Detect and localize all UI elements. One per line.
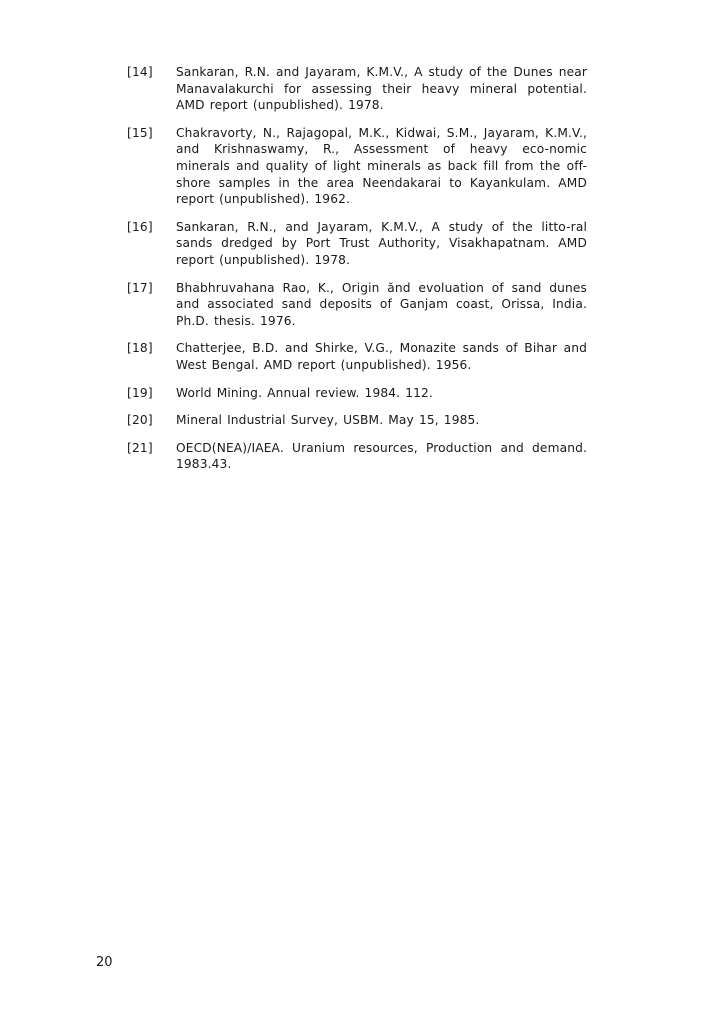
reference-item-17 [127, 280, 587, 330]
reference-text: Bhabhruvahana Rao, K., Origin ănd evoluation of sand dunes and associated sand deposits of Ganjam coast, Orissa, India. Ph.D. thesis. 1976. [176, 280, 587, 328]
reference-number: [15] [127, 125, 153, 140]
reference-item-15 [127, 125, 587, 208]
reference-item-19 [127, 385, 587, 402]
reference-text: Mineral Industrial Survey, USBM. May 15, 1985. [176, 413, 480, 428]
reference-number: [14] [127, 65, 153, 79]
reference-list [127, 64, 587, 484]
reference-number: [18] [127, 341, 153, 356]
reference-number: [16] [127, 219, 153, 234]
reference-item-20 [127, 412, 587, 429]
reference-number: [19] [127, 385, 153, 400]
reference-number: [17] [127, 280, 153, 295]
reference-text: World Mining. Annual review. 1984. 112. [176, 385, 433, 400]
reference-item-16 [127, 219, 587, 269]
reference-number: [21] [127, 440, 153, 455]
reference-text: Chatterjee, B.D. and Shirke, V.G., Monazite sands of Bihar and West Bengal. AMD report (unpublished). 1956. [176, 341, 587, 372]
page-number: 20 [96, 955, 113, 970]
reference-text: Sankaran, R.N. and Jayaram, K.M.V., A study of the Dunes near Manavalakurchi for assessing their heavy mineral potential. AMD report (unpublished). 1978. [176, 65, 587, 113]
reference-item-21 [127, 440, 587, 473]
reference-item-14 [127, 64, 587, 114]
reference-text: Sankaran, R.N., and Jayaram, K.M.V., A study of the litto-ral sands dredged by Port Trust Authority, Visakhapatnam. AMD report (unpublished). 1978. [176, 219, 587, 267]
reference-text: Chakravorty, N., Rajagopal, M.K., Kidwai, S.M., Jayaram, K.M.V., and Krishnaswamy, R., Assessment of heavy eco-nomic minerals and quality of light minerals as back fill from the off-shore samples in the area Neendakarai to Kayankulam. AMD report (unpublished). 1962. [176, 125, 587, 207]
reference-text: OECD(NEA)/IAEA. Uranium resources, Production and demand. 1983.43. [176, 440, 587, 472]
reference-number: [20] [127, 413, 153, 428]
reference-item-18 [127, 340, 587, 373]
